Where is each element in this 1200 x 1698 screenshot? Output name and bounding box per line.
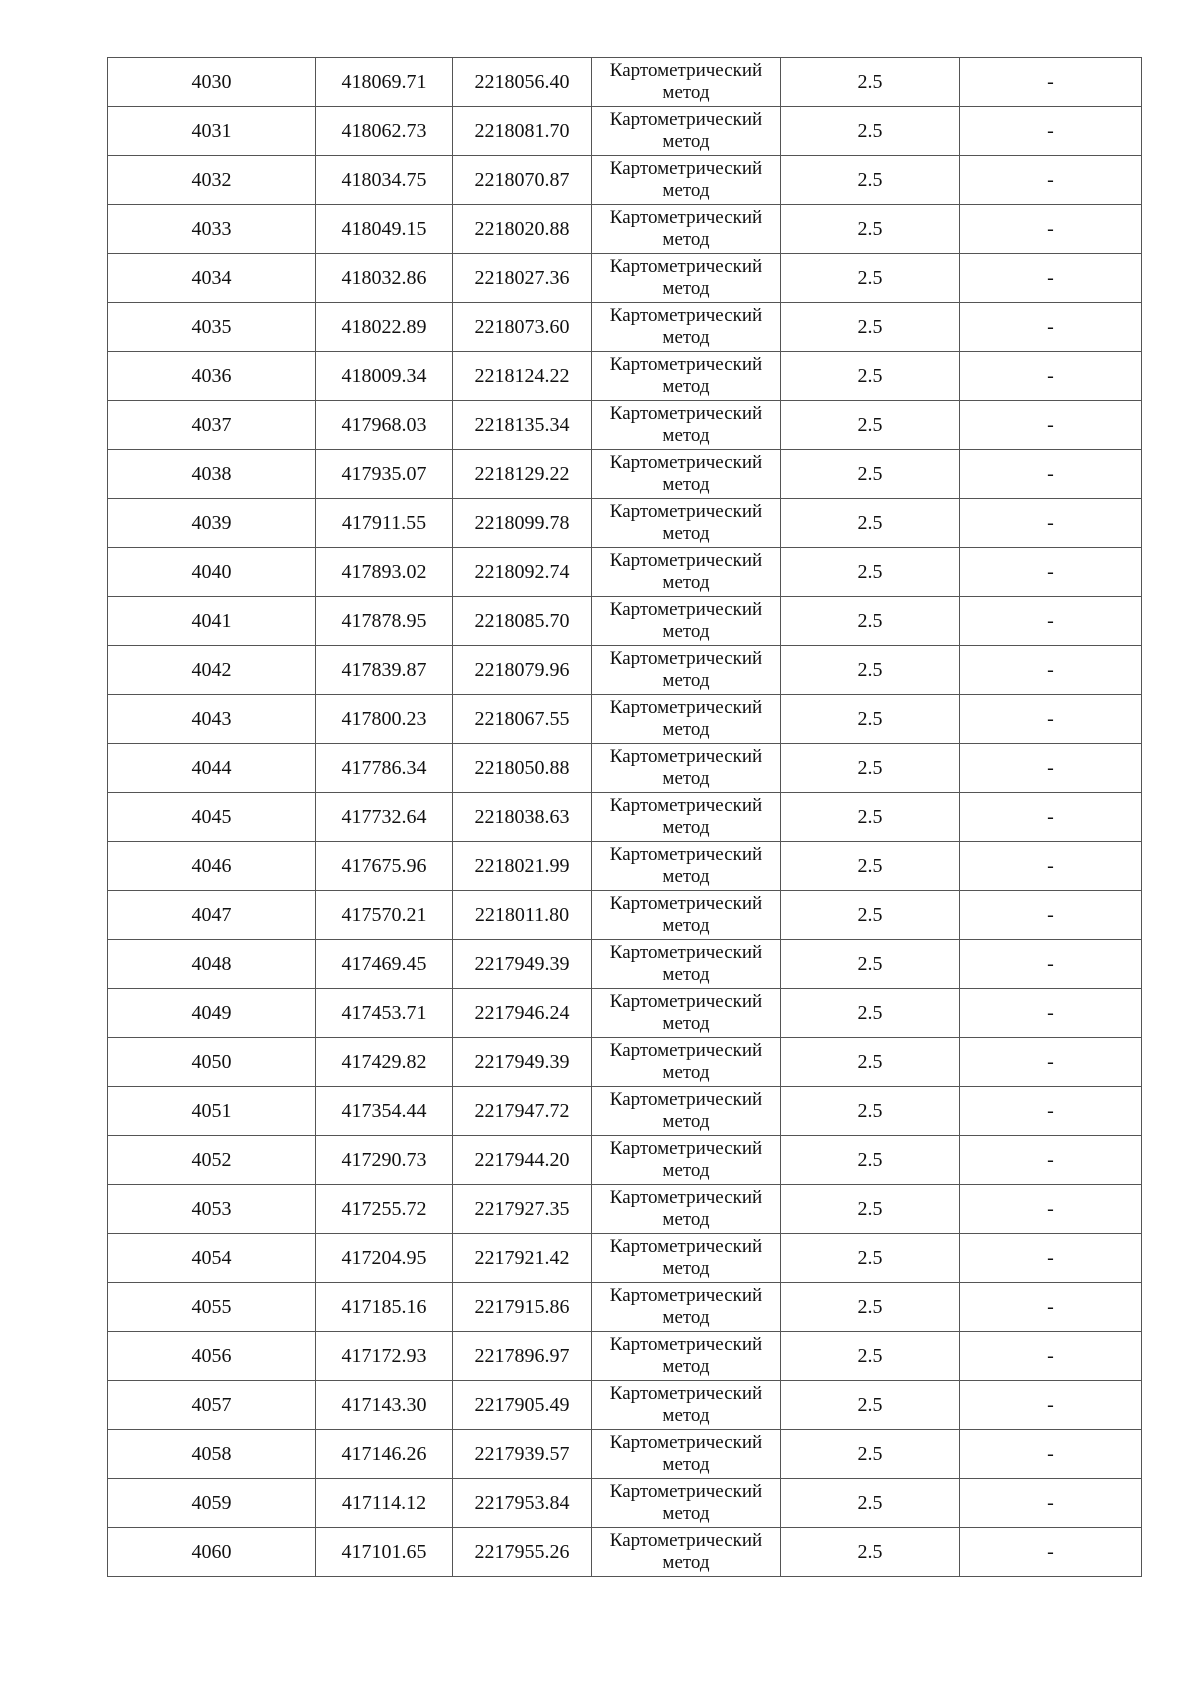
x-coordinate-cell: 418022.89: [316, 303, 453, 352]
point-number-cell: 4060: [108, 1528, 316, 1577]
accuracy-cell: 2.5: [781, 1234, 960, 1283]
note-cell: -: [960, 450, 1142, 499]
table-row: [108, 1381, 1142, 1430]
point-number-cell: 4042: [108, 646, 316, 695]
note-cell: -: [960, 205, 1142, 254]
y-coordinate-cell: 2218073.60: [453, 303, 592, 352]
method-line-2: метод: [662, 964, 710, 985]
accuracy-cell: 2.5: [781, 254, 960, 303]
point-number-cell: 4057: [108, 1381, 316, 1430]
note-cell: -: [960, 842, 1142, 891]
point-number-cell: 4048: [108, 940, 316, 989]
method-line-2: метод: [662, 719, 710, 740]
note-cell: -: [960, 499, 1142, 548]
accuracy-cell: 2.5: [781, 548, 960, 597]
x-coordinate-cell: 418009.34: [316, 352, 453, 401]
accuracy-cell: 2.5: [781, 1430, 960, 1479]
table-row: [108, 891, 1142, 940]
method-line-1: Картометрический: [609, 1040, 763, 1061]
x-coordinate-cell: 417101.65: [316, 1528, 453, 1577]
method-cell: [592, 450, 781, 499]
accuracy-cell: 2.5: [781, 1381, 960, 1430]
method-cell: [592, 1087, 781, 1136]
x-coordinate-cell: 417429.82: [316, 1038, 453, 1087]
point-number-cell: 4037: [108, 401, 316, 450]
table-row: [108, 303, 1142, 352]
method-cell: [592, 352, 781, 401]
y-coordinate-cell: 2218067.55: [453, 695, 592, 744]
point-number-cell: 4034: [108, 254, 316, 303]
x-coordinate-cell: 417290.73: [316, 1136, 453, 1185]
method-cell: [592, 646, 781, 695]
method-cell: [592, 401, 781, 450]
accuracy-cell: 2.5: [781, 891, 960, 940]
table-row: [108, 107, 1142, 156]
point-number-cell: 4054: [108, 1234, 316, 1283]
accuracy-cell: 2.5: [781, 1283, 960, 1332]
x-coordinate-cell: 418032.86: [316, 254, 453, 303]
y-coordinate-cell: 2218038.63: [453, 793, 592, 842]
method-line-2: метод: [662, 1307, 710, 1328]
method-line-1: Картометрический: [609, 599, 763, 620]
note-cell: -: [960, 793, 1142, 842]
method-line-2: метод: [662, 278, 710, 299]
table-row: [108, 842, 1142, 891]
x-coordinate-cell: 417839.87: [316, 646, 453, 695]
y-coordinate-cell: 2217946.24: [453, 989, 592, 1038]
y-coordinate-cell: 2217939.57: [453, 1430, 592, 1479]
method-line-2: метод: [662, 425, 710, 446]
method-line-2: метод: [662, 229, 710, 250]
point-number-cell: 4035: [108, 303, 316, 352]
table-row: [108, 695, 1142, 744]
point-number-cell: 4040: [108, 548, 316, 597]
table-row: [108, 548, 1142, 597]
accuracy-cell: 2.5: [781, 401, 960, 450]
y-coordinate-cell: 2217949.39: [453, 1038, 592, 1087]
method-line-1: Картометрический: [609, 158, 763, 179]
method-line-1: Картометрический: [609, 1285, 763, 1306]
table-row: [108, 1528, 1142, 1577]
accuracy-cell: 2.5: [781, 989, 960, 1038]
method-cell: [592, 205, 781, 254]
point-number-cell: 4046: [108, 842, 316, 891]
point-number-cell: 4055: [108, 1283, 316, 1332]
method-cell: [592, 1381, 781, 1430]
accuracy-cell: 2.5: [781, 646, 960, 695]
table-row: [108, 1185, 1142, 1234]
y-coordinate-cell: 2217921.42: [453, 1234, 592, 1283]
point-number-cell: 4056: [108, 1332, 316, 1381]
accuracy-cell: 2.5: [781, 156, 960, 205]
x-coordinate-cell: 417732.64: [316, 793, 453, 842]
method-cell: [592, 1185, 781, 1234]
table-row: [108, 1087, 1142, 1136]
note-cell: -: [960, 891, 1142, 940]
method-line-2: метод: [662, 82, 710, 103]
method-line-2: метод: [662, 1356, 710, 1377]
table-row: [108, 1038, 1142, 1087]
y-coordinate-cell: 2217896.97: [453, 1332, 592, 1381]
note-cell: -: [960, 254, 1142, 303]
point-number-cell: 4059: [108, 1479, 316, 1528]
method-cell: [592, 58, 781, 107]
y-coordinate-cell: 2218070.87: [453, 156, 592, 205]
point-number-cell: 4038: [108, 450, 316, 499]
method-line-2: метод: [662, 1013, 710, 1034]
table-row: [108, 1283, 1142, 1332]
coordinates-table: [107, 57, 1142, 1577]
y-coordinate-cell: 2218050.88: [453, 744, 592, 793]
point-number-cell: 4033: [108, 205, 316, 254]
method-cell: [592, 1528, 781, 1577]
y-coordinate-cell: 2217955.26: [453, 1528, 592, 1577]
table-row: [108, 744, 1142, 793]
method-line-1: Картометрический: [609, 648, 763, 669]
accuracy-cell: 2.5: [781, 1185, 960, 1234]
note-cell: -: [960, 1381, 1142, 1430]
y-coordinate-cell: 2218129.22: [453, 450, 592, 499]
y-coordinate-cell: 2218099.78: [453, 499, 592, 548]
table-row: [108, 205, 1142, 254]
method-line-2: метод: [662, 474, 710, 495]
method-line-1: Картометрический: [609, 1383, 763, 1404]
method-line-1: Картометрический: [609, 844, 763, 865]
x-coordinate-cell: 417968.03: [316, 401, 453, 450]
y-coordinate-cell: 2217915.86: [453, 1283, 592, 1332]
note-cell: -: [960, 156, 1142, 205]
table-row: [108, 156, 1142, 205]
y-coordinate-cell: 2217944.20: [453, 1136, 592, 1185]
method-line-2: метод: [662, 1062, 710, 1083]
table-row: [108, 401, 1142, 450]
y-coordinate-cell: 2217953.84: [453, 1479, 592, 1528]
method-line-2: метод: [662, 817, 710, 838]
accuracy-cell: 2.5: [781, 205, 960, 254]
method-cell: [592, 1234, 781, 1283]
y-coordinate-cell: 2218027.36: [453, 254, 592, 303]
accuracy-cell: 2.5: [781, 107, 960, 156]
method-line-1: Картометрический: [609, 1187, 763, 1208]
accuracy-cell: 2.5: [781, 793, 960, 842]
method-line-2: метод: [662, 1405, 710, 1426]
accuracy-cell: 2.5: [781, 352, 960, 401]
note-cell: -: [960, 940, 1142, 989]
note-cell: -: [960, 1234, 1142, 1283]
y-coordinate-cell: 2218079.96: [453, 646, 592, 695]
method-cell: [592, 842, 781, 891]
accuracy-cell: 2.5: [781, 1528, 960, 1577]
table-row: [108, 793, 1142, 842]
method-line-1: Картометрический: [609, 795, 763, 816]
method-cell: [592, 303, 781, 352]
accuracy-cell: 2.5: [781, 940, 960, 989]
method-line-1: Картометрический: [609, 942, 763, 963]
point-number-cell: 4043: [108, 695, 316, 744]
method-line-1: Картометрический: [609, 1089, 763, 1110]
accuracy-cell: 2.5: [781, 842, 960, 891]
method-line-1: Картометрический: [609, 1481, 763, 1502]
method-line-1: Картометрический: [609, 501, 763, 522]
method-line-2: метод: [662, 1503, 710, 1524]
method-cell: [592, 793, 781, 842]
y-coordinate-cell: 2218056.40: [453, 58, 592, 107]
x-coordinate-cell: 418034.75: [316, 156, 453, 205]
x-coordinate-cell: 417146.26: [316, 1430, 453, 1479]
x-coordinate-cell: 417143.30: [316, 1381, 453, 1430]
method-line-1: Картометрический: [609, 697, 763, 718]
note-cell: -: [960, 1185, 1142, 1234]
accuracy-cell: 2.5: [781, 1332, 960, 1381]
accuracy-cell: 2.5: [781, 1479, 960, 1528]
x-coordinate-cell: 418062.73: [316, 107, 453, 156]
table-row: [108, 989, 1142, 1038]
method-cell: [592, 891, 781, 940]
method-line-2: метод: [662, 866, 710, 887]
note-cell: -: [960, 1087, 1142, 1136]
note-cell: -: [960, 989, 1142, 1038]
point-number-cell: 4047: [108, 891, 316, 940]
method-line-2: метод: [662, 131, 710, 152]
note-cell: -: [960, 1038, 1142, 1087]
accuracy-cell: 2.5: [781, 1136, 960, 1185]
method-cell: [592, 107, 781, 156]
point-number-cell: 4030: [108, 58, 316, 107]
note-cell: -: [960, 695, 1142, 744]
method-line-1: Картометрический: [609, 746, 763, 767]
table-row: [108, 940, 1142, 989]
x-coordinate-cell: 417204.95: [316, 1234, 453, 1283]
method-line-2: метод: [662, 327, 710, 348]
method-cell: [592, 156, 781, 205]
accuracy-cell: 2.5: [781, 499, 960, 548]
method-line-2: метод: [662, 768, 710, 789]
x-coordinate-cell: 417185.16: [316, 1283, 453, 1332]
method-line-1: Картометрический: [609, 109, 763, 130]
point-number-cell: 4052: [108, 1136, 316, 1185]
point-number-cell: 4049: [108, 989, 316, 1038]
method-line-1: Картометрический: [609, 256, 763, 277]
x-coordinate-cell: 417453.71: [316, 989, 453, 1038]
point-number-cell: 4031: [108, 107, 316, 156]
accuracy-cell: 2.5: [781, 58, 960, 107]
method-line-2: метод: [662, 670, 710, 691]
y-coordinate-cell: 2218021.99: [453, 842, 592, 891]
table-row: [108, 1234, 1142, 1283]
table-row: [108, 597, 1142, 646]
x-coordinate-cell: 417878.95: [316, 597, 453, 646]
method-line-1: Картометрический: [609, 207, 763, 228]
method-line-2: метод: [662, 1552, 710, 1573]
method-line-2: метод: [662, 572, 710, 593]
method-line-2: метод: [662, 915, 710, 936]
method-cell: [592, 1038, 781, 1087]
method-line-1: Картометрический: [609, 550, 763, 571]
method-line-2: метод: [662, 523, 710, 544]
note-cell: -: [960, 107, 1142, 156]
y-coordinate-cell: 2218011.80: [453, 891, 592, 940]
y-coordinate-cell: 2218135.34: [453, 401, 592, 450]
y-coordinate-cell: 2217947.72: [453, 1087, 592, 1136]
accuracy-cell: 2.5: [781, 1087, 960, 1136]
point-number-cell: 4041: [108, 597, 316, 646]
method-cell: [592, 1332, 781, 1381]
y-coordinate-cell: 2218085.70: [453, 597, 592, 646]
method-line-2: метод: [662, 1258, 710, 1279]
table-row: [108, 1479, 1142, 1528]
y-coordinate-cell: 2217927.35: [453, 1185, 592, 1234]
method-line-2: метод: [662, 1111, 710, 1132]
y-coordinate-cell: 2218092.74: [453, 548, 592, 597]
method-line-1: Картометрический: [609, 305, 763, 326]
method-line-1: Картометрический: [609, 60, 763, 81]
note-cell: -: [960, 744, 1142, 793]
point-number-cell: 4032: [108, 156, 316, 205]
method-cell: [592, 695, 781, 744]
method-cell: [592, 1283, 781, 1332]
method-line-1: Картометрический: [609, 893, 763, 914]
method-cell: [592, 1430, 781, 1479]
table-row: [108, 1136, 1142, 1185]
table-row: [108, 450, 1142, 499]
x-coordinate-cell: 417354.44: [316, 1087, 453, 1136]
table-row: [108, 58, 1142, 107]
y-coordinate-cell: 2217949.39: [453, 940, 592, 989]
method-line-1: Картометрический: [609, 1530, 763, 1551]
point-number-cell: 4051: [108, 1087, 316, 1136]
table-row: [108, 1332, 1142, 1381]
method-line-1: Картометрический: [609, 354, 763, 375]
method-line-1: Картометрический: [609, 452, 763, 473]
method-line-2: метод: [662, 180, 710, 201]
accuracy-cell: 2.5: [781, 597, 960, 646]
note-cell: -: [960, 303, 1142, 352]
x-coordinate-cell: 417570.21: [316, 891, 453, 940]
x-coordinate-cell: 417935.07: [316, 450, 453, 499]
method-line-2: метод: [662, 1160, 710, 1181]
x-coordinate-cell: 417675.96: [316, 842, 453, 891]
method-line-1: Картометрический: [609, 1138, 763, 1159]
x-coordinate-cell: 417800.23: [316, 695, 453, 744]
method-line-1: Картометрический: [609, 1236, 763, 1257]
table-row: [108, 1430, 1142, 1479]
table-row: [108, 254, 1142, 303]
method-line-1: Картометрический: [609, 1432, 763, 1453]
method-line-2: метод: [662, 376, 710, 397]
table-row: [108, 646, 1142, 695]
note-cell: -: [960, 548, 1142, 597]
y-coordinate-cell: 2218020.88: [453, 205, 592, 254]
method-line-1: Картометрический: [609, 991, 763, 1012]
method-cell: [592, 744, 781, 793]
point-number-cell: 4045: [108, 793, 316, 842]
point-number-cell: 4036: [108, 352, 316, 401]
point-number-cell: 4050: [108, 1038, 316, 1087]
x-coordinate-cell: 418069.71: [316, 58, 453, 107]
note-cell: -: [960, 1332, 1142, 1381]
method-cell: [592, 1479, 781, 1528]
method-line-2: метод: [662, 1454, 710, 1475]
x-coordinate-cell: 418049.15: [316, 205, 453, 254]
y-coordinate-cell: 2218124.22: [453, 352, 592, 401]
method-line-2: метод: [662, 1209, 710, 1230]
x-coordinate-cell: 417469.45: [316, 940, 453, 989]
table-row: [108, 499, 1142, 548]
note-cell: -: [960, 1528, 1142, 1577]
accuracy-cell: 2.5: [781, 744, 960, 793]
method-cell: [592, 254, 781, 303]
method-cell: [592, 940, 781, 989]
x-coordinate-cell: 417255.72: [316, 1185, 453, 1234]
x-coordinate-cell: 417911.55: [316, 499, 453, 548]
accuracy-cell: 2.5: [781, 450, 960, 499]
x-coordinate-cell: 417172.93: [316, 1332, 453, 1381]
y-coordinate-cell: 2217905.49: [453, 1381, 592, 1430]
note-cell: -: [960, 352, 1142, 401]
accuracy-cell: 2.5: [781, 303, 960, 352]
method-cell: [592, 989, 781, 1038]
method-line-1: Картометрический: [609, 1334, 763, 1355]
method-cell: [592, 597, 781, 646]
method-cell: [592, 548, 781, 597]
table-row: [108, 352, 1142, 401]
note-cell: -: [960, 646, 1142, 695]
point-number-cell: 4058: [108, 1430, 316, 1479]
method-cell: [592, 1136, 781, 1185]
x-coordinate-cell: 417786.34: [316, 744, 453, 793]
method-line-2: метод: [662, 621, 710, 642]
method-line-1: Картометрический: [609, 403, 763, 424]
x-coordinate-cell: 417114.12: [316, 1479, 453, 1528]
note-cell: -: [960, 1136, 1142, 1185]
x-coordinate-cell: 417893.02: [316, 548, 453, 597]
note-cell: -: [960, 58, 1142, 107]
accuracy-cell: 2.5: [781, 1038, 960, 1087]
note-cell: -: [960, 597, 1142, 646]
point-number-cell: 4039: [108, 499, 316, 548]
note-cell: -: [960, 1283, 1142, 1332]
method-cell: [592, 499, 781, 548]
note-cell: -: [960, 1430, 1142, 1479]
point-number-cell: 4044: [108, 744, 316, 793]
table-body: [108, 58, 1142, 1577]
point-number-cell: 4053: [108, 1185, 316, 1234]
accuracy-cell: 2.5: [781, 695, 960, 744]
note-cell: -: [960, 1479, 1142, 1528]
note-cell: -: [960, 401, 1142, 450]
y-coordinate-cell: 2218081.70: [453, 107, 592, 156]
